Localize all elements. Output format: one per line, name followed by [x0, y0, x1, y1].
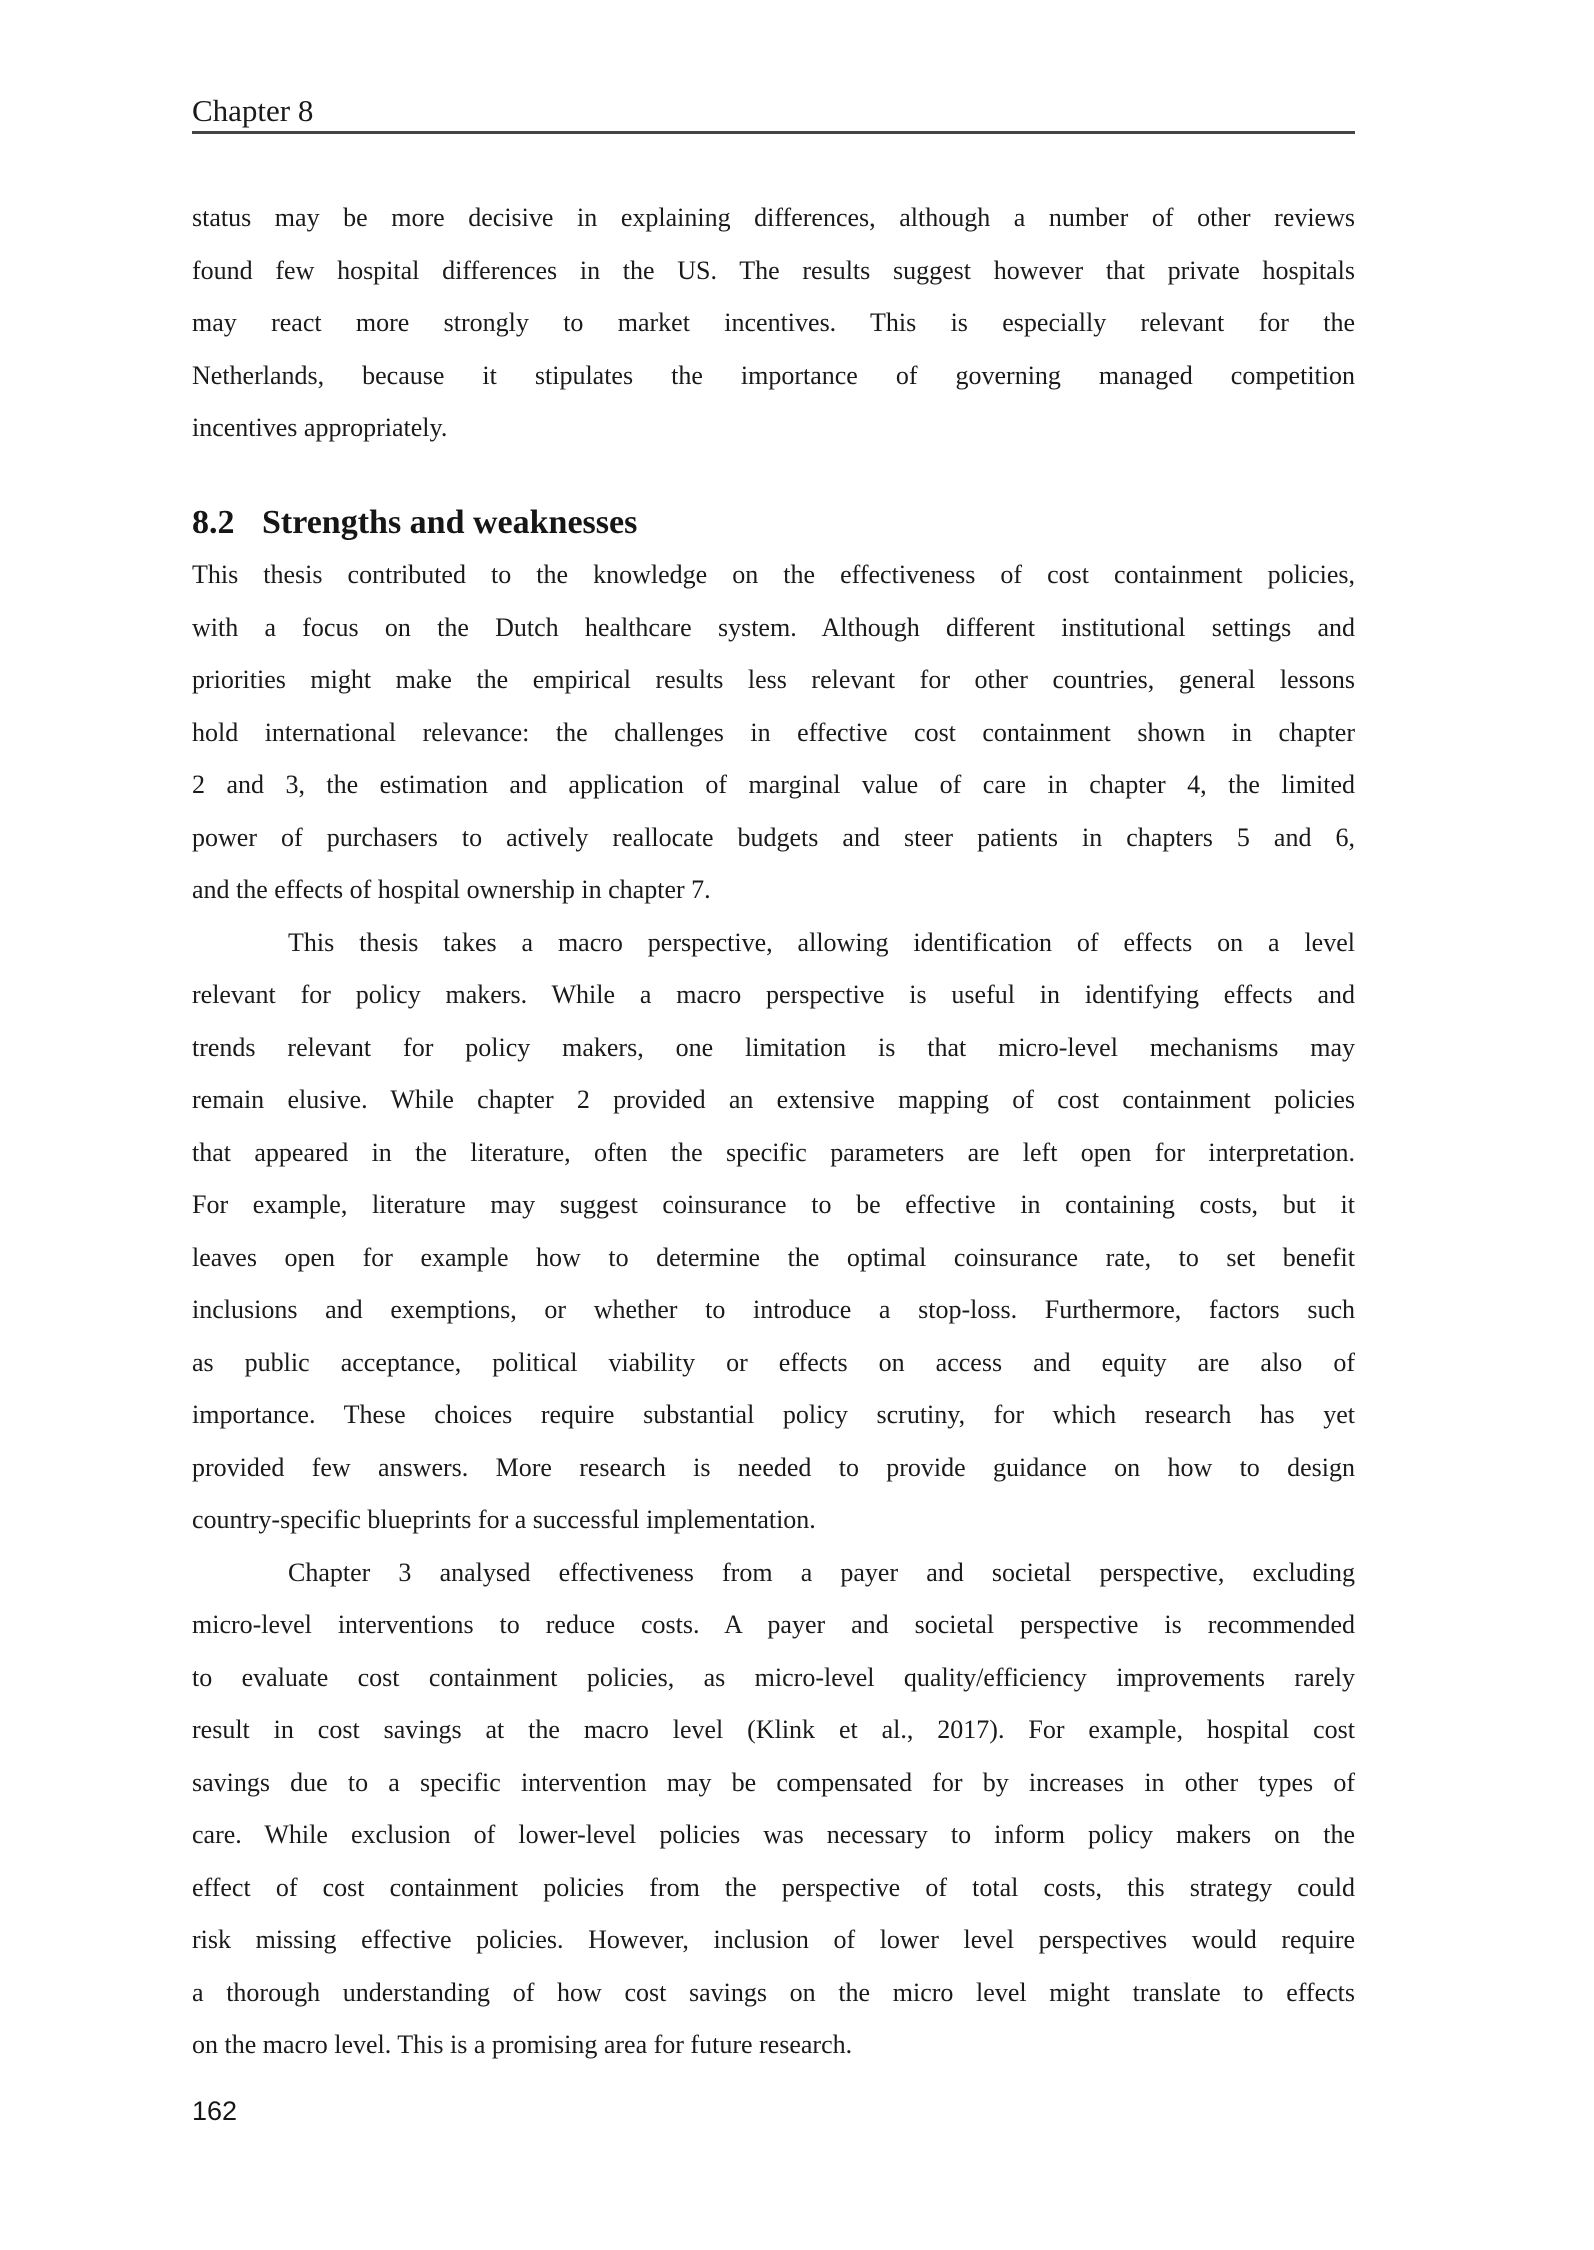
section-title: Strengths and weaknesses: [262, 503, 638, 541]
text-line: with a focus on the Dutch healthcare system. Although different institutional settings and: [192, 612, 1355, 642]
text-line: For example, literature may suggest coinsurance to be effective in containing costs, but it: [192, 1190, 1355, 1219]
section-heading: [192, 497, 1355, 550]
text-line: on the macro level. This is a promising area for future research.: [192, 2030, 853, 2059]
section-number: 8.2: [192, 503, 235, 541]
text-line: power of purchasers to actively reallocate budgets and steer patients in chapters 5 and 6,: [192, 822, 1355, 852]
text-line: effect of cost containment policies from the perspective of total costs, this strategy could: [192, 1872, 1355, 1902]
text-line: care. While exclusion of lower-level policies was necessary to inform policy makers on the: [192, 1820, 1355, 1849]
text-line: to evaluate cost containment policies, as micro-level quality/efficiency improvements rarely: [192, 1662, 1355, 1692]
text-line: and the effects of hospital ownership in chapter 7.: [192, 875, 711, 904]
text-line: This thesis contributed to the knowledge on the effectiveness of cost containment policies,: [192, 560, 1355, 589]
text-line: that appeared in the literature, often the specific parameters are left open for interpretation.: [192, 1137, 1355, 1167]
page-number: 162: [192, 2095, 238, 2126]
text-line: found few hospital differences in the US. The results suggest however that private hospitals: [192, 255, 1355, 285]
text-line: importance. These choices require substantial policy scrutiny, for which research has yet: [192, 1400, 1355, 1429]
paragraph: [192, 1547, 1355, 2072]
text-line: micro-level interventions to reduce costs. A payer and societal perspective is recommended: [192, 1610, 1355, 1639]
paragraph: [192, 192, 1355, 455]
page-footer: [192, 2096, 1355, 2126]
text-line: Netherlands, because it stipulates the importance of governing managed competition: [192, 360, 1355, 390]
running-header: [192, 94, 1355, 134]
text-line: 2 and 3, the estimation and application of marginal value of care in chapter 4, the limited: [192, 770, 1355, 799]
paragraph: [192, 549, 1355, 917]
text-line: remain elusive. While chapter 2 provided an extensive mapping of cost containment policies: [192, 1085, 1355, 1114]
text-line: as public acceptance, political viability or effects on access and equity are also of: [192, 1347, 1355, 1377]
text-line: Chapter 3 analysed effectiveness from a payer and societal perspective, excluding: [288, 1557, 1355, 1587]
paragraph: [192, 917, 1355, 1547]
text-line: savings due to a specific intervention may be compensated for by increases in other types of: [192, 1767, 1355, 1797]
text-line: status may be more decisive in explaining differences, although a number of other reviews: [192, 203, 1355, 232]
text-line: may react more strongly to market incentives. This is especially relevant for the: [192, 308, 1355, 337]
chapter-label: Chapter 8: [192, 93, 314, 128]
text-line: incentives appropriately.: [192, 413, 448, 442]
text-line: country-specific blueprints for a successful implementation.: [192, 1505, 816, 1534]
text-line: leaves open for example how to determine the optimal coinsurance rate, to set benefit: [192, 1242, 1355, 1272]
text-line: risk missing effective policies. However, inclusion of lower level perspectives would require: [192, 1925, 1355, 1954]
page-content: [192, 192, 1355, 2072]
text-line: a thorough understanding of how cost savings on the micro level might translate to effects: [192, 1977, 1355, 2007]
text-line: priorities might make the empirical results less relevant for other countries, general lessons: [192, 665, 1355, 694]
text-line: inclusions and exemptions, or whether to introduce a stop-loss. Furthermore, factors such: [192, 1295, 1355, 1324]
text-line: hold international relevance: the challenges in effective cost containment shown in chapter: [192, 717, 1355, 747]
text-line: provided few answers. More research is needed to provide guidance on how to design: [192, 1452, 1355, 1482]
text-line: This thesis takes a macro perspective, allowing identification of effects on a level: [288, 927, 1355, 957]
text-line: trends relevant for policy makers, one limitation is that micro-level mechanisms may: [192, 1032, 1355, 1062]
text-line: result in cost savings at the macro level (Klink et al., 2017). For example, hospital cost: [192, 1715, 1355, 1744]
text-line: relevant for policy makers. While a macro perspective is useful in identifying effects and: [192, 980, 1355, 1009]
